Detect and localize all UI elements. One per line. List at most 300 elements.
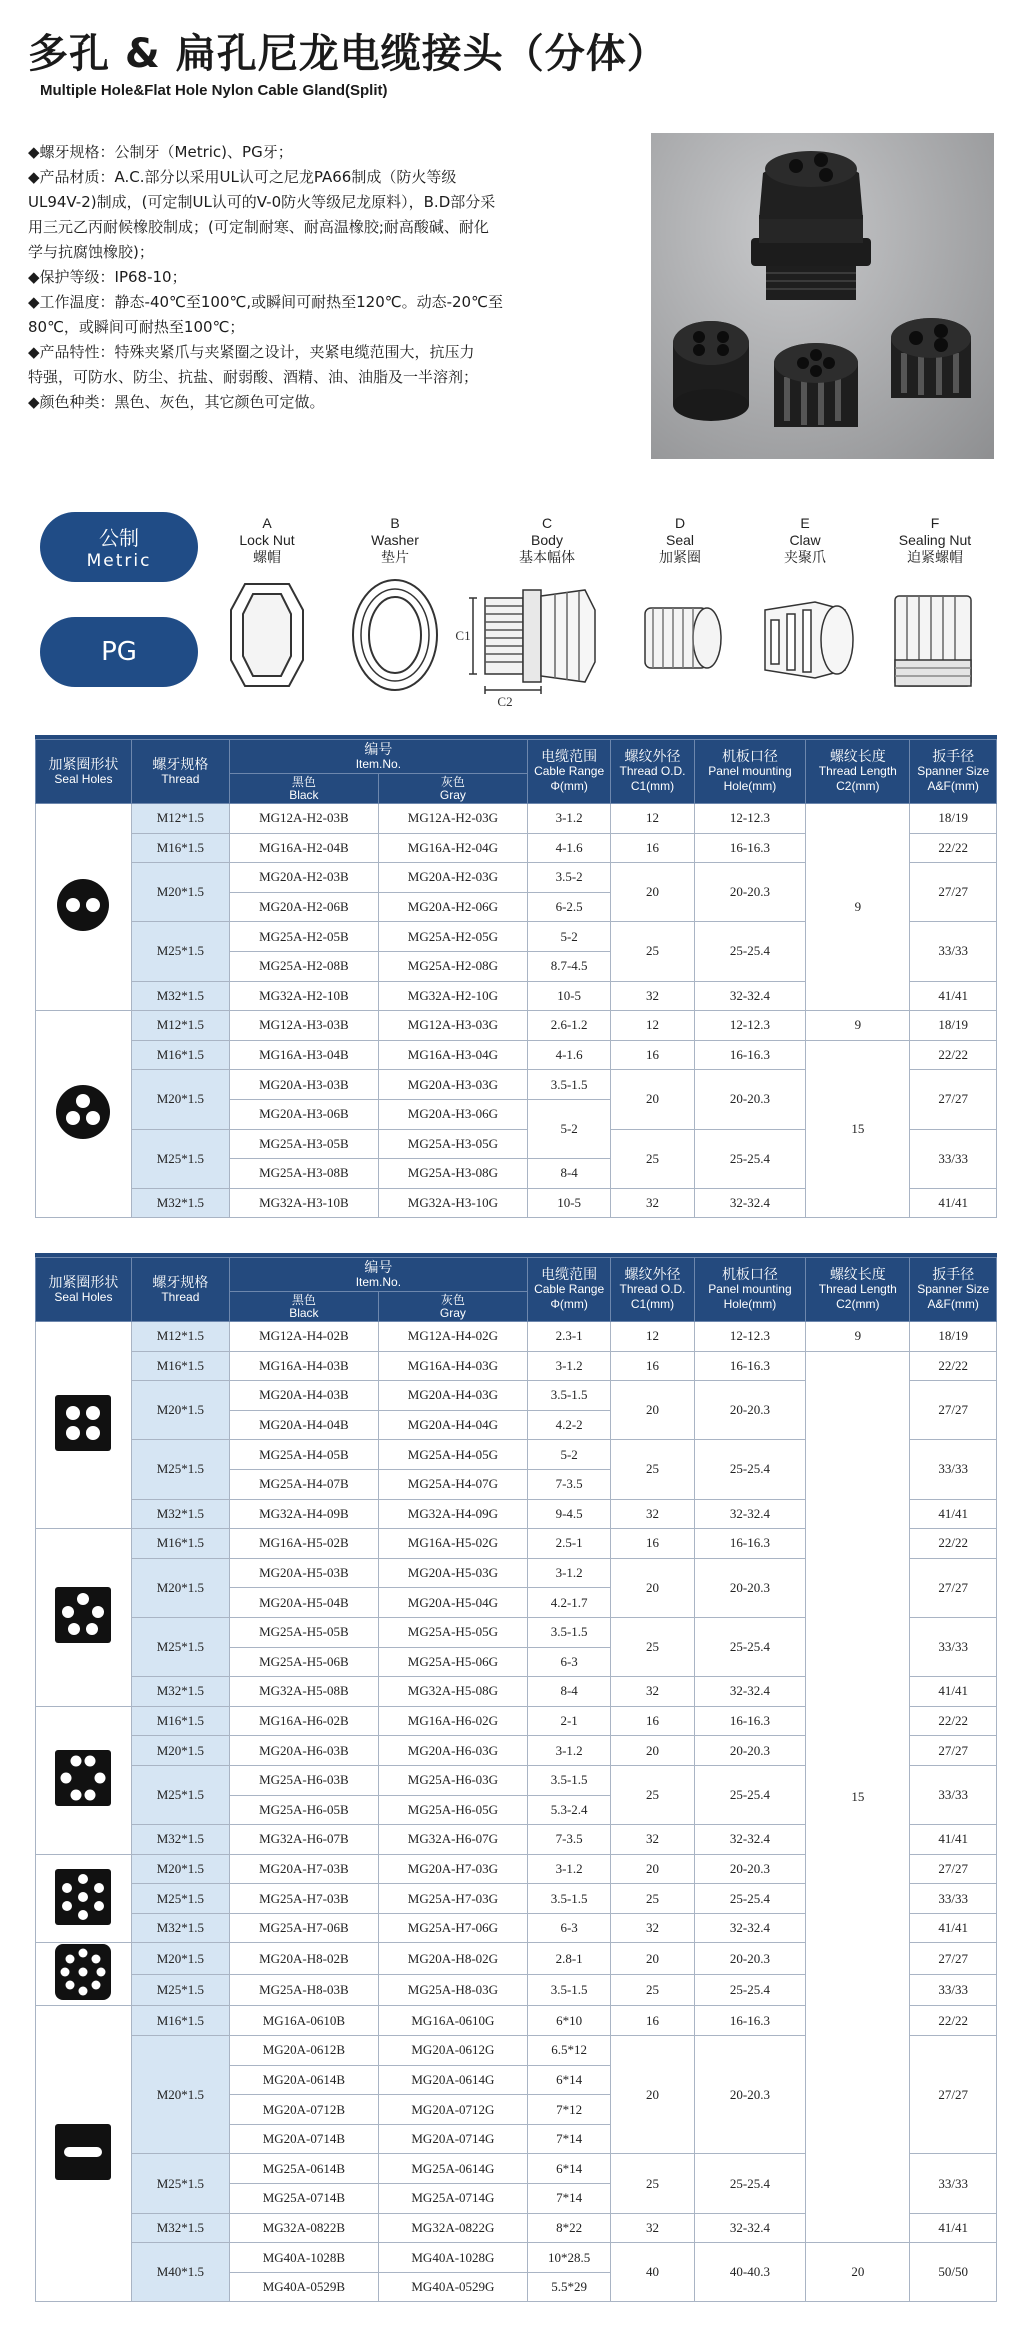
thread-length-cell: 15: [806, 1040, 910, 1218]
spec-line: UL94V-2)制成，(可定制UL认可的V-0防火等级尼龙原料），B.D部分采: [28, 193, 496, 211]
cable-range-cell: 4.2-2: [527, 1410, 610, 1440]
black-item-cell: MG20A-H3-03B: [229, 1070, 378, 1100]
gray-item-cell: MG25A-H5-06G: [378, 1647, 527, 1677]
gray-item-cell: MG25A-H4-07G: [378, 1469, 527, 1499]
black-item-cell: MG16A-H2-04B: [229, 833, 378, 863]
thread-cell: M12*1.5: [131, 804, 229, 834]
spanner-size-cell: 22/22: [910, 833, 997, 863]
panel-hole-cell: 20-20.3: [694, 1381, 806, 1440]
thread-od-cell: 20: [611, 2036, 694, 2154]
cable-range-cell: 2.8-1: [527, 1943, 610, 1975]
part-d-letter: D: [674, 515, 686, 531]
black-item-cell: MG16A-0610B: [229, 2006, 378, 2036]
black-item-cell: MG20A-H5-03B: [229, 1558, 378, 1588]
thread-od-cell: 20: [611, 863, 694, 922]
thread-cell: M25*1.5: [131, 1884, 229, 1914]
thread-od-cell: 25: [611, 1129, 694, 1188]
cable-range-cell: 2.6-1.2: [527, 1011, 610, 1041]
spanner-size-cell: 50/50: [910, 2243, 997, 2302]
gray-item-cell: MG20A-0714G: [378, 2124, 527, 2154]
cable-range-cell: 2.3-1: [527, 1322, 610, 1352]
black-item-cell: MG32A-H5-08B: [229, 1677, 378, 1707]
black-item-cell: MG20A-H5-04B: [229, 1588, 378, 1618]
black-item-cell: MG20A-0612B: [229, 2036, 378, 2066]
spanner-size-cell: 27/27: [910, 1943, 997, 1975]
page-subtitle: Multiple Hole&Flat Hole Nylon Cable Gland(Split): [40, 82, 388, 99]
spec-line: ◆颜色种类：黑色、灰色，其它颜色可定做。: [28, 393, 325, 411]
spanner-size-cell: 22/22: [910, 1040, 997, 1070]
thread-od-cell: 25: [611, 1974, 694, 2006]
spanner-size-cell: 22/22: [910, 1351, 997, 1381]
cable-gland-photo-icon: [651, 133, 994, 459]
panel-hole-cell: 25-25.4: [694, 1617, 806, 1676]
seal-holes-h2-icon: [36, 804, 132, 1011]
thread-cell: M20*1.5: [131, 863, 229, 922]
black-item-cell: MG40A-0529B: [229, 2272, 378, 2302]
spanner-size-cell: 18/19: [910, 1011, 997, 1041]
seal-holes-h7-icon: [36, 1854, 132, 1943]
gray-item-cell: MG25A-H6-05G: [378, 1795, 527, 1825]
gray-item-cell: MG20A-H4-03G: [378, 1381, 527, 1411]
thread-od-header: 螺纹外径 Thread O.D. C1(mm): [611, 740, 694, 804]
gray-item-cell: MG20A-H3-03G: [378, 1070, 527, 1100]
table-row: [36, 1322, 997, 1352]
seal-holes-h6-icon: [36, 1706, 132, 1854]
gray-item-cell: MG20A-H5-03G: [378, 1558, 527, 1588]
spanner-size-cell: 27/27: [910, 1070, 997, 1129]
spanner-size-header: 扳手径 Spanner Size A&F(mm): [910, 1258, 997, 1322]
thread-cell: M16*1.5: [131, 1529, 229, 1559]
spanner-size-cell: 27/27: [910, 1381, 997, 1440]
black-item-cell: MG20A-H8-02B: [229, 1943, 378, 1975]
panel-hole-cell: 20-20.3: [694, 863, 806, 922]
thread-cell: M40*1.5: [131, 2243, 229, 2302]
cable-range-cell: 2.5-1: [527, 1529, 610, 1559]
part-d-zh: 加紧圈: [659, 549, 701, 565]
black-item-cell: MG25A-H2-05B: [229, 922, 378, 952]
cable-range-cell: 10-5: [527, 1188, 610, 1218]
gray-item-cell: MG20A-0614G: [378, 2065, 527, 2095]
metric-label-zh: 公制: [99, 526, 139, 550]
thread-cell: M12*1.5: [131, 1322, 229, 1352]
spanner-size-header: 扳手径 Spanner Size A&F(mm): [910, 740, 997, 804]
panel-hole-cell: 20-20.3: [694, 1736, 806, 1766]
black-item-cell: MG25A-H8-03B: [229, 1974, 378, 2006]
thread-od-cell: 32: [611, 1825, 694, 1855]
seal-holes-h3-icon: [36, 1011, 132, 1218]
cable-range-cell: 3.5-1.5: [527, 1884, 610, 1914]
gray-item-cell: MG32A-H2-10G: [378, 981, 527, 1011]
thread-cell: M16*1.5: [131, 833, 229, 863]
thread-header: 螺牙规格 Thread: [131, 1258, 229, 1322]
panel-hole-cell: 25-25.4: [694, 1974, 806, 2006]
gray-item-cell: MG16A-0610G: [378, 2006, 527, 2036]
thread-cell: M20*1.5: [131, 1558, 229, 1617]
thread-od-cell: 20: [611, 1854, 694, 1884]
thread-od-cell: 20: [611, 1381, 694, 1440]
spec-line: 特强，可防水、防尘、抗盐、耐弱酸、酒精、油、油脂及一半溶剂；: [28, 368, 479, 386]
thread-cell: M20*1.5: [131, 1070, 229, 1129]
cable-range-cell: 4-1.6: [527, 833, 610, 863]
gray-item-cell: MG25A-H2-05G: [378, 922, 527, 952]
black-item-cell: MG20A-H4-04B: [229, 1410, 378, 1440]
part-e-en: Claw: [789, 532, 821, 548]
spanner-size-cell: 18/19: [910, 1322, 997, 1352]
gray-item-cell: MG20A-H2-03G: [378, 863, 527, 893]
thread-cell: M25*1.5: [131, 1765, 229, 1824]
thread-header: 螺牙规格 Thread: [131, 740, 229, 804]
panel-hole-cell: 16-16.3: [694, 1351, 806, 1381]
gray-item-cell: MG20A-H7-03G: [378, 1854, 527, 1884]
cable-range-cell: 3-1.2: [527, 1351, 610, 1381]
gray-item-cell: MG25A-0614G: [378, 2154, 527, 2184]
thread-od-cell: 16: [611, 1529, 694, 1559]
spanner-size-cell: 27/27: [910, 1736, 997, 1766]
black-item-cell: MG20A-H4-03B: [229, 1381, 378, 1411]
panel-hole-cell: 20-20.3: [694, 1558, 806, 1617]
gray-item-cell: MG20A-0612G: [378, 2036, 527, 2066]
black-item-cell: MG12A-H2-03B: [229, 804, 378, 834]
cable-range-cell: 6-2.5: [527, 892, 610, 922]
black-item-cell: MG25A-H2-08B: [229, 951, 378, 981]
spanner-size-cell: 33/33: [910, 2154, 997, 2213]
spec-line: ◆螺牙规格：公制牙（Metric)、PG牙；: [28, 143, 293, 161]
thread-length-cell: 9: [806, 804, 910, 1011]
spec-line: 用三元乙丙耐候橡胶制成；(可定制耐寒、耐高温橡胶;耐高酸碱、耐化: [28, 218, 489, 236]
gray-item-cell: MG20A-H5-04G: [378, 1588, 527, 1618]
panel-hole-cell: 32-32.4: [694, 981, 806, 1011]
black-item-cell: MG25A-H5-05B: [229, 1617, 378, 1647]
panel-hole-cell: 20-20.3: [694, 1070, 806, 1129]
black-header: 黑色 Black: [229, 774, 378, 804]
cable-range-cell: 9-4.5: [527, 1499, 610, 1529]
panel-hole-cell: 32-32.4: [694, 1188, 806, 1218]
spanner-size-cell: 27/27: [910, 863, 997, 922]
cable-range-header: 电缆范围 Cable Range Φ(mm): [527, 740, 610, 804]
panel-hole-cell: 20-20.3: [694, 1854, 806, 1884]
thread-od-cell: 12: [611, 1011, 694, 1041]
part-b-zh: 垫片: [381, 549, 409, 565]
black-item-cell: MG25A-H4-05B: [229, 1440, 378, 1470]
thread-od-cell: 12: [611, 1322, 694, 1352]
black-item-cell: MG25A-H3-05B: [229, 1129, 378, 1159]
spanner-size-cell: 41/41: [910, 1499, 997, 1529]
cable-range-cell: 3-1.2: [527, 1854, 610, 1884]
thread-od-cell: 20: [611, 1558, 694, 1617]
panel-hole-cell: 32-32.4: [694, 1677, 806, 1707]
spec-line: ◆保护等级：IP68-10；: [28, 268, 187, 286]
thread-od-cell: 25: [611, 1765, 694, 1824]
panel-hole-cell: 12-12.3: [694, 1322, 806, 1352]
gray-item-cell: MG12A-H3-03G: [378, 1011, 527, 1041]
black-item-cell: MG20A-0712B: [229, 2095, 378, 2125]
gray-header: 灰色 Gray: [378, 774, 527, 804]
black-item-cell: MG20A-H2-03B: [229, 863, 378, 893]
part-c-letter: C: [541, 515, 553, 531]
part-c-zh: 基本幅体: [519, 549, 575, 565]
gray-item-cell: MG40A-0529G: [378, 2272, 527, 2302]
thread-cell: M32*1.5: [131, 1499, 229, 1529]
black-item-cell: MG32A-H3-10B: [229, 1188, 378, 1218]
spanner-size-cell: 41/41: [910, 1825, 997, 1855]
panel-hole-cell: 32-32.4: [694, 1499, 806, 1529]
thread-cell: M25*1.5: [131, 1974, 229, 2006]
gray-item-cell: MG16A-H5-02G: [378, 1529, 527, 1559]
thread-cell: M20*1.5: [131, 1854, 229, 1884]
spanner-size-cell: 27/27: [910, 1854, 997, 1884]
gray-item-cell: MG20A-H2-06G: [378, 892, 527, 922]
body-icon: [469, 590, 595, 694]
thread-od-cell: 20: [611, 1736, 694, 1766]
black-item-cell: MG20A-H2-06B: [229, 892, 378, 922]
cable-range-cell: 10-5: [527, 981, 610, 1011]
thread-od-cell: 32: [611, 1677, 694, 1707]
panel-hole-cell: 12-12.3: [694, 1011, 806, 1041]
panel-hole-cell: 25-25.4: [694, 922, 806, 981]
panel-hole-cell: 25-25.4: [694, 2154, 806, 2213]
spanner-size-cell: 22/22: [910, 1706, 997, 1736]
gray-item-cell: MG20A-H4-04G: [378, 1410, 527, 1440]
thread-od-cell: 16: [611, 833, 694, 863]
panel-hole-cell: 25-25.4: [694, 1765, 806, 1824]
spec-table-2: [35, 1257, 997, 2302]
thread-cell: M32*1.5: [131, 1913, 229, 1943]
cable-range-cell: 8-4: [527, 1677, 610, 1707]
cable-range-cell: 3.5-1.5: [527, 1974, 610, 2006]
panel-hole-cell: 32-32.4: [694, 1913, 806, 1943]
thread-od-cell: 40: [611, 2243, 694, 2302]
black-header: 黑色 Black: [229, 1292, 378, 1322]
thread-cell: M32*1.5: [131, 981, 229, 1011]
cable-range-cell: 5-2: [527, 1440, 610, 1470]
thread-cell: M32*1.5: [131, 1825, 229, 1855]
part-b-letter: B: [390, 515, 400, 531]
panel-hole-cell: 25-25.4: [694, 1440, 806, 1499]
gray-item-cell: MG20A-0712G: [378, 2095, 527, 2125]
parts-diagram: [215, 510, 1005, 710]
black-item-cell: MG25A-H7-03B: [229, 1884, 378, 1914]
spec-line: ◆工作温度：静态-40℃至100℃,或瞬间可耐热至120℃。动态-20℃至: [28, 293, 503, 311]
thread-od-cell: 25: [611, 1617, 694, 1676]
black-item-cell: MG32A-H4-09B: [229, 1499, 378, 1529]
panel-hole-cell: 16-16.3: [694, 1040, 806, 1070]
spanner-size-cell: 41/41: [910, 1677, 997, 1707]
cable-range-cell: 6*10: [527, 2006, 610, 2036]
black-item-cell: MG25A-H6-05B: [229, 1795, 378, 1825]
black-item-cell: MG20A-0714B: [229, 2124, 378, 2154]
thread-cell: M16*1.5: [131, 1351, 229, 1381]
thread-od-cell: 32: [611, 1913, 694, 1943]
thread-length-header: 螺纹长度 Thread Length C2(mm): [806, 1258, 910, 1322]
spec-table-1: [35, 739, 997, 1218]
spanner-size-cell: 33/33: [910, 1440, 997, 1499]
cable-range-cell: 3-1.2: [527, 1736, 610, 1766]
pg-thread-button: PG: [40, 617, 198, 687]
thread-od-cell: 20: [611, 1943, 694, 1975]
thread-od-cell: 25: [611, 2154, 694, 2213]
black-item-cell: MG40A-1028B: [229, 2243, 378, 2273]
spanner-size-cell: 22/22: [910, 2006, 997, 2036]
thread-od-cell: 16: [611, 2006, 694, 2036]
part-d-en: Seal: [665, 532, 695, 548]
gray-item-cell: MG20A-H6-03G: [378, 1736, 527, 1766]
gray-item-cell: MG16A-H3-04G: [378, 1040, 527, 1070]
black-item-cell: MG16A-H6-02B: [229, 1706, 378, 1736]
cable-range-cell: 4-1.6: [527, 1040, 610, 1070]
cable-range-cell: 3.5-2: [527, 863, 610, 893]
black-item-cell: MG20A-H3-06B: [229, 1099, 378, 1129]
c1-dimension-label: C1: [455, 628, 471, 643]
item-no-header: 编号 Item.No.: [229, 740, 527, 774]
page-title: 多孔 & 扁孔尼龙电缆接头（分体）: [28, 31, 668, 77]
seal-holes-h4-icon: [36, 1322, 132, 1529]
spanner-size-cell: 41/41: [910, 981, 997, 1011]
cable-range-cell: 2-1: [527, 1706, 610, 1736]
gray-item-cell: MG25A-H3-08G: [378, 1159, 527, 1189]
part-f-zh: 迫紧螺帽: [907, 549, 963, 565]
item-no-header: 编号 Item.No.: [229, 1258, 527, 1292]
part-e-letter: E: [800, 515, 810, 531]
panel-hole-cell: 12-12.3: [694, 804, 806, 834]
table-row: [36, 1040, 997, 1070]
spanner-size-cell: 27/27: [910, 1558, 997, 1617]
spec-line: 80℃，或瞬间可耐热至100℃；: [28, 318, 245, 336]
cable-range-cell: 7-3.5: [527, 1469, 610, 1499]
table-row: [36, 804, 997, 834]
cable-range-cell: 6-3: [527, 1913, 610, 1943]
cable-range-cell: 3.5-1.5: [527, 1617, 610, 1647]
metric-thread-button: [40, 512, 198, 582]
thread-cell: M32*1.5: [131, 1677, 229, 1707]
thread-od-cell: 16: [611, 1040, 694, 1070]
cable-range-cell: 3.5-1.5: [527, 1381, 610, 1411]
cable-range-cell: 10*28.5: [527, 2243, 610, 2273]
gray-header: 灰色 Gray: [378, 1292, 527, 1322]
cable-range-cell: 8*22: [527, 2213, 610, 2243]
spanner-size-cell: 33/33: [910, 1765, 997, 1824]
black-item-cell: MG20A-0614B: [229, 2065, 378, 2095]
cable-range-cell: 5.3-2.4: [527, 1795, 610, 1825]
washer-icon: [353, 580, 437, 690]
table-row: [36, 1011, 997, 1041]
gray-item-cell: MG25A-H8-03G: [378, 1974, 527, 2006]
table-row: [36, 2243, 997, 2273]
cable-range-cell: 6-3: [527, 1647, 610, 1677]
gray-item-cell: MG25A-H7-03G: [378, 1884, 527, 1914]
thread-cell: M20*1.5: [131, 2036, 229, 2154]
thread-cell: M25*1.5: [131, 1617, 229, 1676]
thread-od-cell: 32: [611, 2213, 694, 2243]
cable-range-cell: 6*14: [527, 2065, 610, 2095]
part-e-zh: 夹聚爪: [784, 549, 826, 565]
part-a-zh: 螺帽: [253, 549, 281, 565]
thread-cell: M16*1.5: [131, 1706, 229, 1736]
thread-cell: M25*1.5: [131, 2154, 229, 2213]
black-item-cell: MG25A-H5-06B: [229, 1647, 378, 1677]
thread-cell: M20*1.5: [131, 1736, 229, 1766]
gray-item-cell: MG25A-H7-06G: [378, 1913, 527, 1943]
thread-cell: M20*1.5: [131, 1943, 229, 1975]
cable-range-cell: 3.5-1.5: [527, 1765, 610, 1795]
gray-item-cell: MG32A-H4-09G: [378, 1499, 527, 1529]
black-item-cell: MG25A-H6-03B: [229, 1765, 378, 1795]
spec-line: ◆产品材质：A.C.部分以采用UL认可之尼龙PA66制成（防火等级: [28, 168, 457, 186]
c2-dimension-label: C2: [497, 694, 513, 709]
seal-icon: [645, 608, 721, 668]
sealing-nut-icon: [895, 596, 971, 686]
spanner-size-cell: 41/41: [910, 2213, 997, 2243]
table-row: [36, 1351, 997, 1381]
panel-hole-header: 机板口径 Panel mounting Hole(mm): [694, 1258, 806, 1322]
gray-item-cell: MG16A-H4-03G: [378, 1351, 527, 1381]
cable-range-cell: 6.5*12: [527, 2036, 610, 2066]
black-item-cell: MG32A-H6-07B: [229, 1825, 378, 1855]
thread-od-cell: 25: [611, 1440, 694, 1499]
thread-length-cell: 9: [806, 1322, 910, 1352]
gray-item-cell: MG25A-0714G: [378, 2184, 527, 2214]
thread-cell: M25*1.5: [131, 1129, 229, 1188]
cable-range-cell: 7*14: [527, 2124, 610, 2154]
thread-od-cell: 16: [611, 1706, 694, 1736]
gray-item-cell: MG32A-H5-08G: [378, 1677, 527, 1707]
thread-od-cell: 25: [611, 1884, 694, 1914]
gray-item-cell: MG25A-H2-08G: [378, 951, 527, 981]
cable-range-cell: 7-3.5: [527, 1825, 610, 1855]
part-a-letter: A: [262, 515, 272, 531]
panel-hole-cell: 16-16.3: [694, 833, 806, 863]
panel-hole-cell: 20-20.3: [694, 2036, 806, 2154]
cable-range-header: 电缆范围 Cable Range Φ(mm): [527, 1258, 610, 1322]
gray-item-cell: MG40A-1028G: [378, 2243, 527, 2273]
product-photo: [651, 133, 994, 459]
black-item-cell: MG16A-H3-04B: [229, 1040, 378, 1070]
gray-item-cell: MG25A-H3-05G: [378, 1129, 527, 1159]
black-item-cell: MG20A-H6-03B: [229, 1736, 378, 1766]
panel-hole-cell: 25-25.4: [694, 1884, 806, 1914]
thread-cell: M32*1.5: [131, 2213, 229, 2243]
panel-hole-cell: 20-20.3: [694, 1943, 806, 1975]
claw-icon: [765, 602, 853, 678]
spanner-size-cell: 33/33: [910, 1974, 997, 2006]
gray-item-cell: MG12A-H2-03G: [378, 804, 527, 834]
spanner-size-cell: 33/33: [910, 1617, 997, 1676]
gray-item-cell: MG25A-H4-05G: [378, 1440, 527, 1470]
part-f-en: Sealing Nut: [898, 532, 972, 548]
cable-range-cell: 5-2: [527, 922, 610, 952]
black-item-cell: MG12A-H3-03B: [229, 1011, 378, 1041]
black-item-cell: MG32A-H2-10B: [229, 981, 378, 1011]
seal-holes-header: 加紧圈形状 Seal Holes: [36, 1258, 132, 1322]
panel-hole-cell: 16-16.3: [694, 2006, 806, 2036]
gray-item-cell: MG32A-H3-10G: [378, 1188, 527, 1218]
panel-hole-cell: 40-40.3: [694, 2243, 806, 2302]
cable-range-cell: 3-1.2: [527, 1558, 610, 1588]
spec-list: [28, 140, 633, 415]
lock-nut-icon: [231, 584, 303, 686]
panel-hole-cell: 16-16.3: [694, 1529, 806, 1559]
cable-range-cell: 3-1.2: [527, 804, 610, 834]
cable-range-cell: 5-2: [527, 1099, 610, 1158]
thread-od-cell: 12: [611, 804, 694, 834]
thread-cell: M16*1.5: [131, 2006, 229, 2036]
thread-cell: M16*1.5: [131, 1040, 229, 1070]
black-item-cell: MG25A-H7-06B: [229, 1913, 378, 1943]
panel-hole-cell: 32-32.4: [694, 1825, 806, 1855]
thread-od-cell: 20: [611, 1070, 694, 1129]
gray-item-cell: MG20A-H3-06G: [378, 1099, 527, 1129]
spanner-size-cell: 27/27: [910, 2036, 997, 2154]
seal-holes-h5-icon: [36, 1529, 132, 1707]
